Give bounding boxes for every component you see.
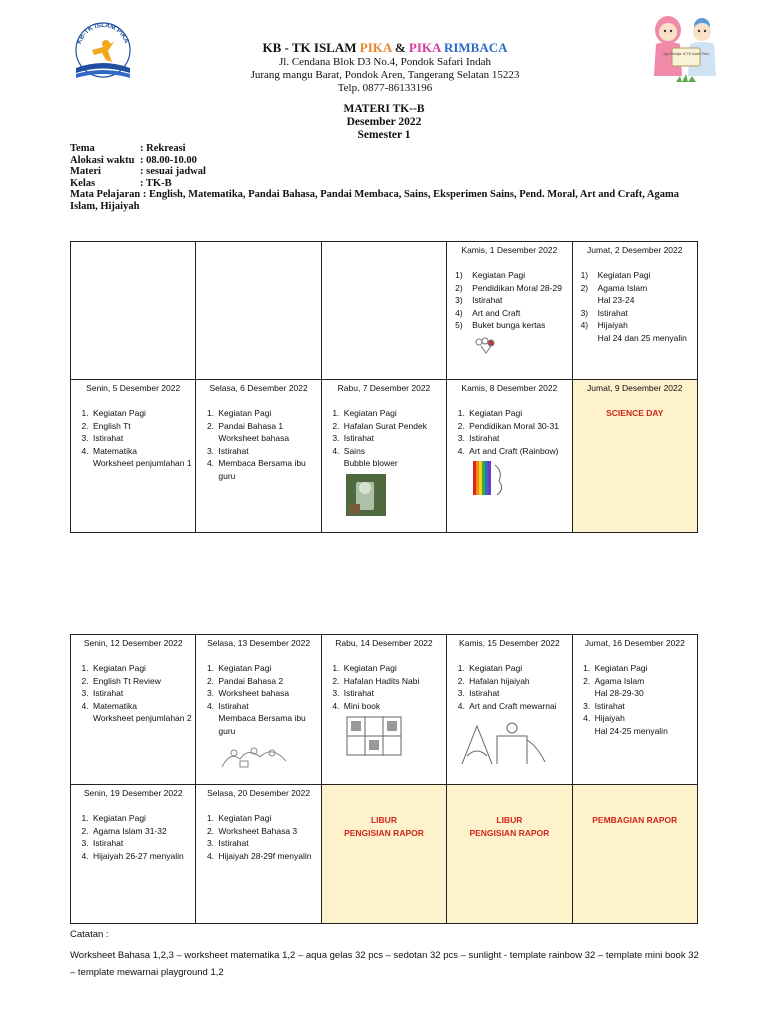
activity-list — [196, 407, 320, 482]
list-item: 3. Istirahat — [342, 687, 446, 700]
activity-list — [573, 269, 697, 344]
pengisian-rapor-label: PENGISIAN RAPOR — [344, 827, 424, 838]
day-cell-pembagian-rapor — [572, 785, 697, 924]
reading-worksheet-image — [220, 741, 288, 769]
activity-list — [71, 662, 195, 725]
list-item: 2) Agama Islam — [580, 282, 648, 293]
day-cell — [572, 635, 697, 785]
list-item: 1) Kegiatan Pagi — [580, 270, 651, 280]
day-cell-libur — [321, 785, 446, 924]
schedule-table-1 — [70, 241, 698, 533]
list-item: 3) Istirahat — [580, 307, 628, 318]
notes-text: Worksheet Bahasa 1,2,3 – worksheet matematika 1,2 – aqua gelas 32 pcs – sedotan 32 pcs – sunlight - template rainbow 32 – template mini book 32 – template mewarnai playground 1,2 — [70, 950, 699, 978]
meta-row: Tema : Rekreasi — [70, 143, 186, 154]
list-item: 3. Worksheet bahasa — [216, 687, 320, 700]
list-item: 3. Istirahat — [216, 837, 320, 850]
activity-list — [447, 269, 571, 332]
list-item: 2. Agama Islam 31-32 — [91, 825, 195, 838]
list-item: 3) Istirahat — [455, 295, 503, 305]
list-item: 2. Pandai Bahasa 2 — [216, 675, 320, 688]
list-item: 3. Istirahat — [467, 432, 571, 445]
list-item: 2. Agama Islam Hal 28-29-30 — [593, 675, 697, 700]
list-item: 1. Kegiatan Pagi — [91, 407, 195, 420]
list-item: 3. Istirahat — [593, 700, 697, 713]
mata-pelajaran: Mata Pelajaran : English, Matematika, Pandai Bahasa, Pandai Membaca, Sains, Eksperimen Sains, Pend. Moral, Art and Craft, Agama Islam, Hijaiyah — [70, 189, 680, 212]
list-item: 1. Kegiatan Pagi — [91, 662, 195, 675]
day-cell — [71, 242, 196, 380]
list-item: 2. English Tt — [91, 420, 195, 433]
science-day-label: SCIENCE DAY — [606, 408, 664, 418]
list-item: 1. Kegiatan Pagi — [216, 407, 320, 420]
activity-list — [322, 662, 446, 712]
day-date: Senin, 19 Desember 2022 — [83, 788, 183, 798]
list-item: 2. Pandai Bahasa 1 Worksheet bahasa — [216, 420, 320, 445]
title-line: MATERI TK--B — [343, 103, 425, 115]
day-cell — [447, 242, 572, 380]
day-date: Senin, 12 Desember 2022 — [83, 638, 183, 648]
title-line: Semester 1 — [357, 129, 411, 141]
school-logo — [70, 20, 136, 86]
day-date: Selasa, 13 Desember 2022 — [207, 638, 311, 648]
day-date: Jumat, 2 Desember 2022 — [587, 245, 683, 255]
list-item: 1. Kegiatan Pagi — [342, 662, 446, 675]
day-cell-libur — [447, 785, 572, 924]
activity-list — [573, 662, 697, 737]
day-date: Senin, 5 Desember 2022 — [86, 383, 181, 393]
list-item: 2. Hafalan hijaiyah — [467, 675, 571, 688]
list-item: Hal 24 dan 25 menyalin — [597, 332, 687, 343]
address-line-1: Jl. Cendana Blok D3 No.4, Pondok Safari Indah — [278, 56, 492, 68]
document-title — [0, 103, 768, 142]
list-item: 3. Istirahat — [91, 432, 195, 445]
day-date: Jumat, 16 Desember 2022 — [584, 638, 685, 648]
title-line: Desember 2022 — [346, 116, 422, 128]
list-item: 5) Buket bunga kertas — [455, 320, 546, 330]
flower-bouquet-image — [471, 336, 501, 354]
list-item: 1. Kegiatan Pagi — [467, 407, 571, 420]
activity-list — [196, 662, 320, 737]
mini-book-image — [346, 716, 402, 756]
day-cell — [71, 635, 196, 785]
pengisian-rapor-label: PENGISIAN RAPOR — [469, 827, 550, 838]
list-item: 4. Hijaiyah 28-29f menyalin — [216, 850, 320, 863]
table-row — [71, 380, 698, 533]
activity-list — [196, 812, 320, 862]
list-item: 3. Istirahat — [467, 687, 571, 700]
school-header — [160, 40, 610, 95]
list-item: 1. Kegiatan Pagi — [216, 812, 320, 825]
list-item: 4. Matematika Worksheet penjumlahan 1 — [91, 445, 195, 470]
day-cell — [321, 380, 446, 533]
activity-list — [447, 407, 571, 457]
list-item: 1. Kegiatan Pagi — [91, 812, 195, 825]
pembagian-rapor-label: PEMBAGIAN RAPOR — [592, 815, 678, 825]
list-item: 1. Kegiatan Pagi — [216, 662, 320, 675]
list-item: 1. Kegiatan Pagi — [593, 662, 697, 675]
activity-list — [71, 812, 195, 862]
day-cell — [71, 785, 196, 924]
day-cell-science-day — [572, 380, 697, 533]
table-row — [71, 785, 698, 924]
day-cell — [196, 242, 321, 380]
day-date: Kamis, 15 Desember 2022 — [459, 638, 560, 648]
activity-list — [447, 662, 571, 712]
list-item: 2. Hafalan Hadits Nabi — [342, 675, 446, 688]
list-item: 1. Kegiatan Pagi — [342, 407, 446, 420]
list-item: 2. English Tt Review — [91, 675, 195, 688]
day-date: Kamis, 1 Desember 2022 — [461, 245, 558, 255]
day-cell — [447, 380, 572, 533]
list-item: 3. Istirahat — [216, 445, 320, 458]
list-item: 4. Hijaiyah 26-27 menyalin — [91, 850, 195, 863]
table-row — [71, 635, 698, 785]
rainbow-craft-image — [471, 461, 507, 497]
libur-label: LIBUR — [496, 815, 523, 825]
phone: Telp. 0877-86133196 — [337, 82, 433, 94]
list-item: 4. Hijaiyah Hal 24-25 menyalin — [593, 712, 697, 737]
activity-list — [322, 407, 446, 470]
list-item: 4) Art and Craft — [455, 307, 521, 318]
meta-row: Alokasi waktu : 08.00-10.00 — [70, 154, 197, 166]
libur-label: LIBUR — [370, 815, 397, 825]
day-cell — [321, 242, 446, 380]
kids-illustration — [646, 10, 726, 90]
day-date: Kamis, 8 Desember 2022 — [461, 383, 558, 393]
list-item: 2) Pendidikan Moral 28-29 — [455, 282, 562, 293]
notes-label: Catatan : — [70, 929, 109, 940]
day-cell — [196, 635, 321, 785]
list-item: 4. Istirahat Membaca Bersama ibu guru — [216, 700, 320, 738]
list-item: 2. Worksheet Bahasa 3 — [216, 825, 320, 838]
list-item: 4. Mini book — [342, 700, 446, 713]
day-cell — [572, 242, 697, 380]
playground-coloring-image — [457, 716, 547, 766]
notes — [70, 926, 700, 981]
day-cell — [196, 785, 321, 924]
meta-info — [70, 143, 700, 212]
list-item: 1) Kegiatan Pagi — [455, 270, 526, 280]
table-row — [71, 242, 698, 380]
schedule-table-2 — [70, 634, 698, 924]
day-date: Jumat, 9 Desember 2022 — [587, 383, 683, 393]
day-cell — [196, 380, 321, 533]
kids-sign-text: Ayo Belajar di TK Islam Pika — [663, 52, 709, 56]
meta-row: Materi : sesuai jadwal — [70, 166, 206, 177]
list-item: 4. Art and Craft mewarnai — [467, 700, 571, 713]
list-item: 3. Istirahat — [91, 687, 195, 700]
logo-text: KB-TK ISLAM PIKA — [75, 21, 130, 45]
day-date: Rabu, 7 Desember 2022 — [337, 383, 431, 393]
day-date: Selasa, 6 Desember 2022 — [209, 383, 308, 393]
activity-list — [71, 407, 195, 470]
list-item: 3. Istirahat — [342, 432, 446, 445]
list-item: Hal 23-24 — [597, 295, 635, 305]
list-item: 3. Istirahat — [91, 837, 195, 850]
address-line-2: Jurang mangu Barat, Pondok Aren, Tangerang Selatan 15223 — [250, 69, 520, 81]
list-item: 4. Art and Craft (Rainbow) — [467, 445, 571, 458]
meta-row: Kelas : TK-B — [70, 177, 172, 189]
list-item: 2. Hafalan Surat Pendek — [342, 420, 446, 433]
list-item: 1. Kegiatan Pagi — [467, 662, 571, 675]
day-cell — [321, 635, 446, 785]
school-name: KB - TK ISLAM PIKA & PIKA RIMBACA — [262, 40, 508, 55]
day-cell — [71, 380, 196, 533]
list-item: 2. Pendidikan Moral 30-31 — [467, 420, 571, 433]
list-item: 4) Hijaiyah — [580, 320, 628, 330]
day-date: Selasa, 20 Desember 2022 — [207, 788, 311, 798]
day-date: Rabu, 14 Desember 2022 — [335, 638, 433, 648]
list-item: 4. Sains Bubble blower — [342, 445, 446, 470]
list-item: 4. Membaca Bersama ibu guru — [216, 457, 320, 482]
list-item: 4. Matematika Worksheet penjumlahan 2 — [91, 700, 195, 725]
bubble-blower-photo — [346, 474, 386, 516]
day-cell — [447, 635, 572, 785]
